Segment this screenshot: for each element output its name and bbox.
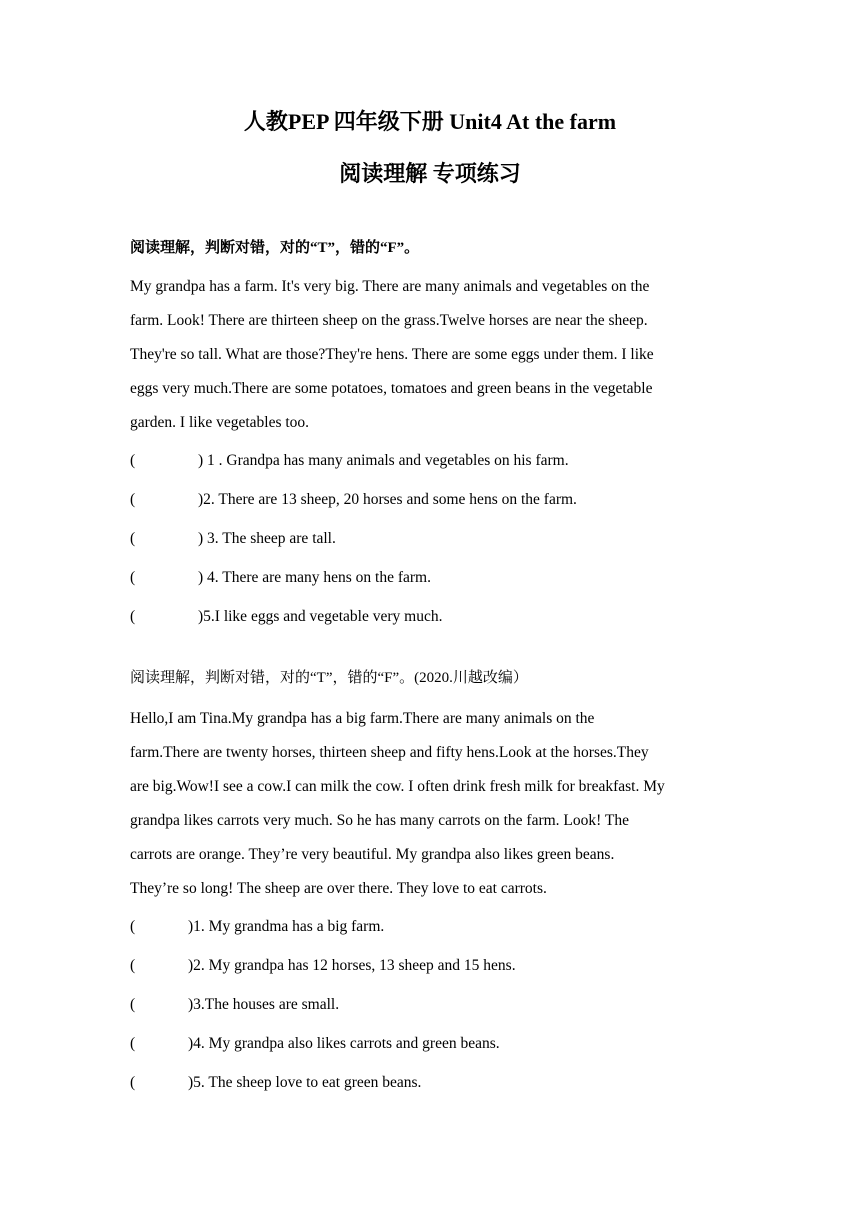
- section2-instruction: 阅读理解，判断对错，对的“T”，错的“F”。(2020.川越改编）: [130, 670, 528, 686]
- question-text: ) 4. There are many hens on the farm.: [198, 569, 431, 586]
- question-text: )5. The sheep love to eat green beans.: [188, 1074, 422, 1091]
- question-text: )2. There are 13 sheep, 20 horses and some hens on the farm.: [198, 491, 577, 508]
- passage-line: carrots are orange. They’re very beautiful. My grandpa also likes green beans.: [130, 846, 615, 863]
- passage-line: They’re so long! The sheep are over there. They love to eat carrots.: [130, 880, 547, 897]
- section1-passage: [130, 270, 740, 440]
- passage-line: farm.There are twenty horses, thirteen sheep and fifty hens.Look at the horses.They: [130, 744, 649, 761]
- answer-blank[interactable]: (: [130, 569, 136, 586]
- passage-line: eggs very much.There are some potatoes, tomatoes and green beans in the vegetable: [130, 380, 653, 397]
- answer-blank[interactable]: (: [130, 491, 136, 508]
- section1-instruction: 阅读理解，判断对错，对的“T”，错的“F”。: [130, 240, 420, 256]
- passage-line: My grandpa has a farm. It's very big. There are many animals and vegetables on the: [130, 278, 650, 295]
- passage-line: garden. I like vegetables too.: [130, 414, 310, 431]
- question-text: )1. My grandma has a big farm.: [188, 918, 385, 935]
- question-text: )2. My grandpa has 12 horses, 13 sheep and 15 hens.: [188, 957, 516, 974]
- passage-line: They're so tall. What are those?They're hens. There are some eggs under them. I like: [130, 346, 654, 363]
- answer-blank[interactable]: (: [130, 996, 136, 1013]
- question-text: )4. My grandpa also likes carrots and green beans.: [188, 1035, 500, 1052]
- passage-line: farm. Look! There are thirteen sheep on the grass.Twelve horses are near the sheep.: [130, 312, 648, 329]
- question-text: ) 3. The sheep are tall.: [198, 530, 336, 547]
- answer-blank[interactable]: (: [130, 918, 136, 935]
- answer-blank[interactable]: (: [130, 608, 136, 625]
- answer-blank[interactable]: (: [130, 1035, 136, 1052]
- passage-line: Hello,I am Tina.My grandpa has a big farm.There are many animals on the: [130, 710, 595, 727]
- question-text: )5.I like eggs and vegetable very much.: [198, 608, 443, 625]
- section2-passage: [130, 702, 740, 906]
- passage-line: grandpa likes carrots very much. So he has many carrots on the farm. Look! The: [130, 812, 630, 829]
- answer-blank[interactable]: (: [130, 530, 136, 547]
- question-text: ) 1 . Grandpa has many animals and vegetables on his farm.: [198, 452, 569, 469]
- document-subtitle: 阅读理解 专项练习: [339, 161, 521, 186]
- question-text: )3.The houses are small.: [188, 996, 340, 1013]
- passage-line: are big.Wow!I see a cow.I can milk the cow. I often drink fresh milk for breakfast. My: [130, 778, 665, 795]
- document-title: 人教PEP 四年级下册 Unit4 At the farm: [243, 109, 617, 134]
- answer-blank[interactable]: (: [130, 452, 136, 469]
- answer-blank[interactable]: (: [130, 1074, 136, 1091]
- answer-blank[interactable]: (: [130, 957, 136, 974]
